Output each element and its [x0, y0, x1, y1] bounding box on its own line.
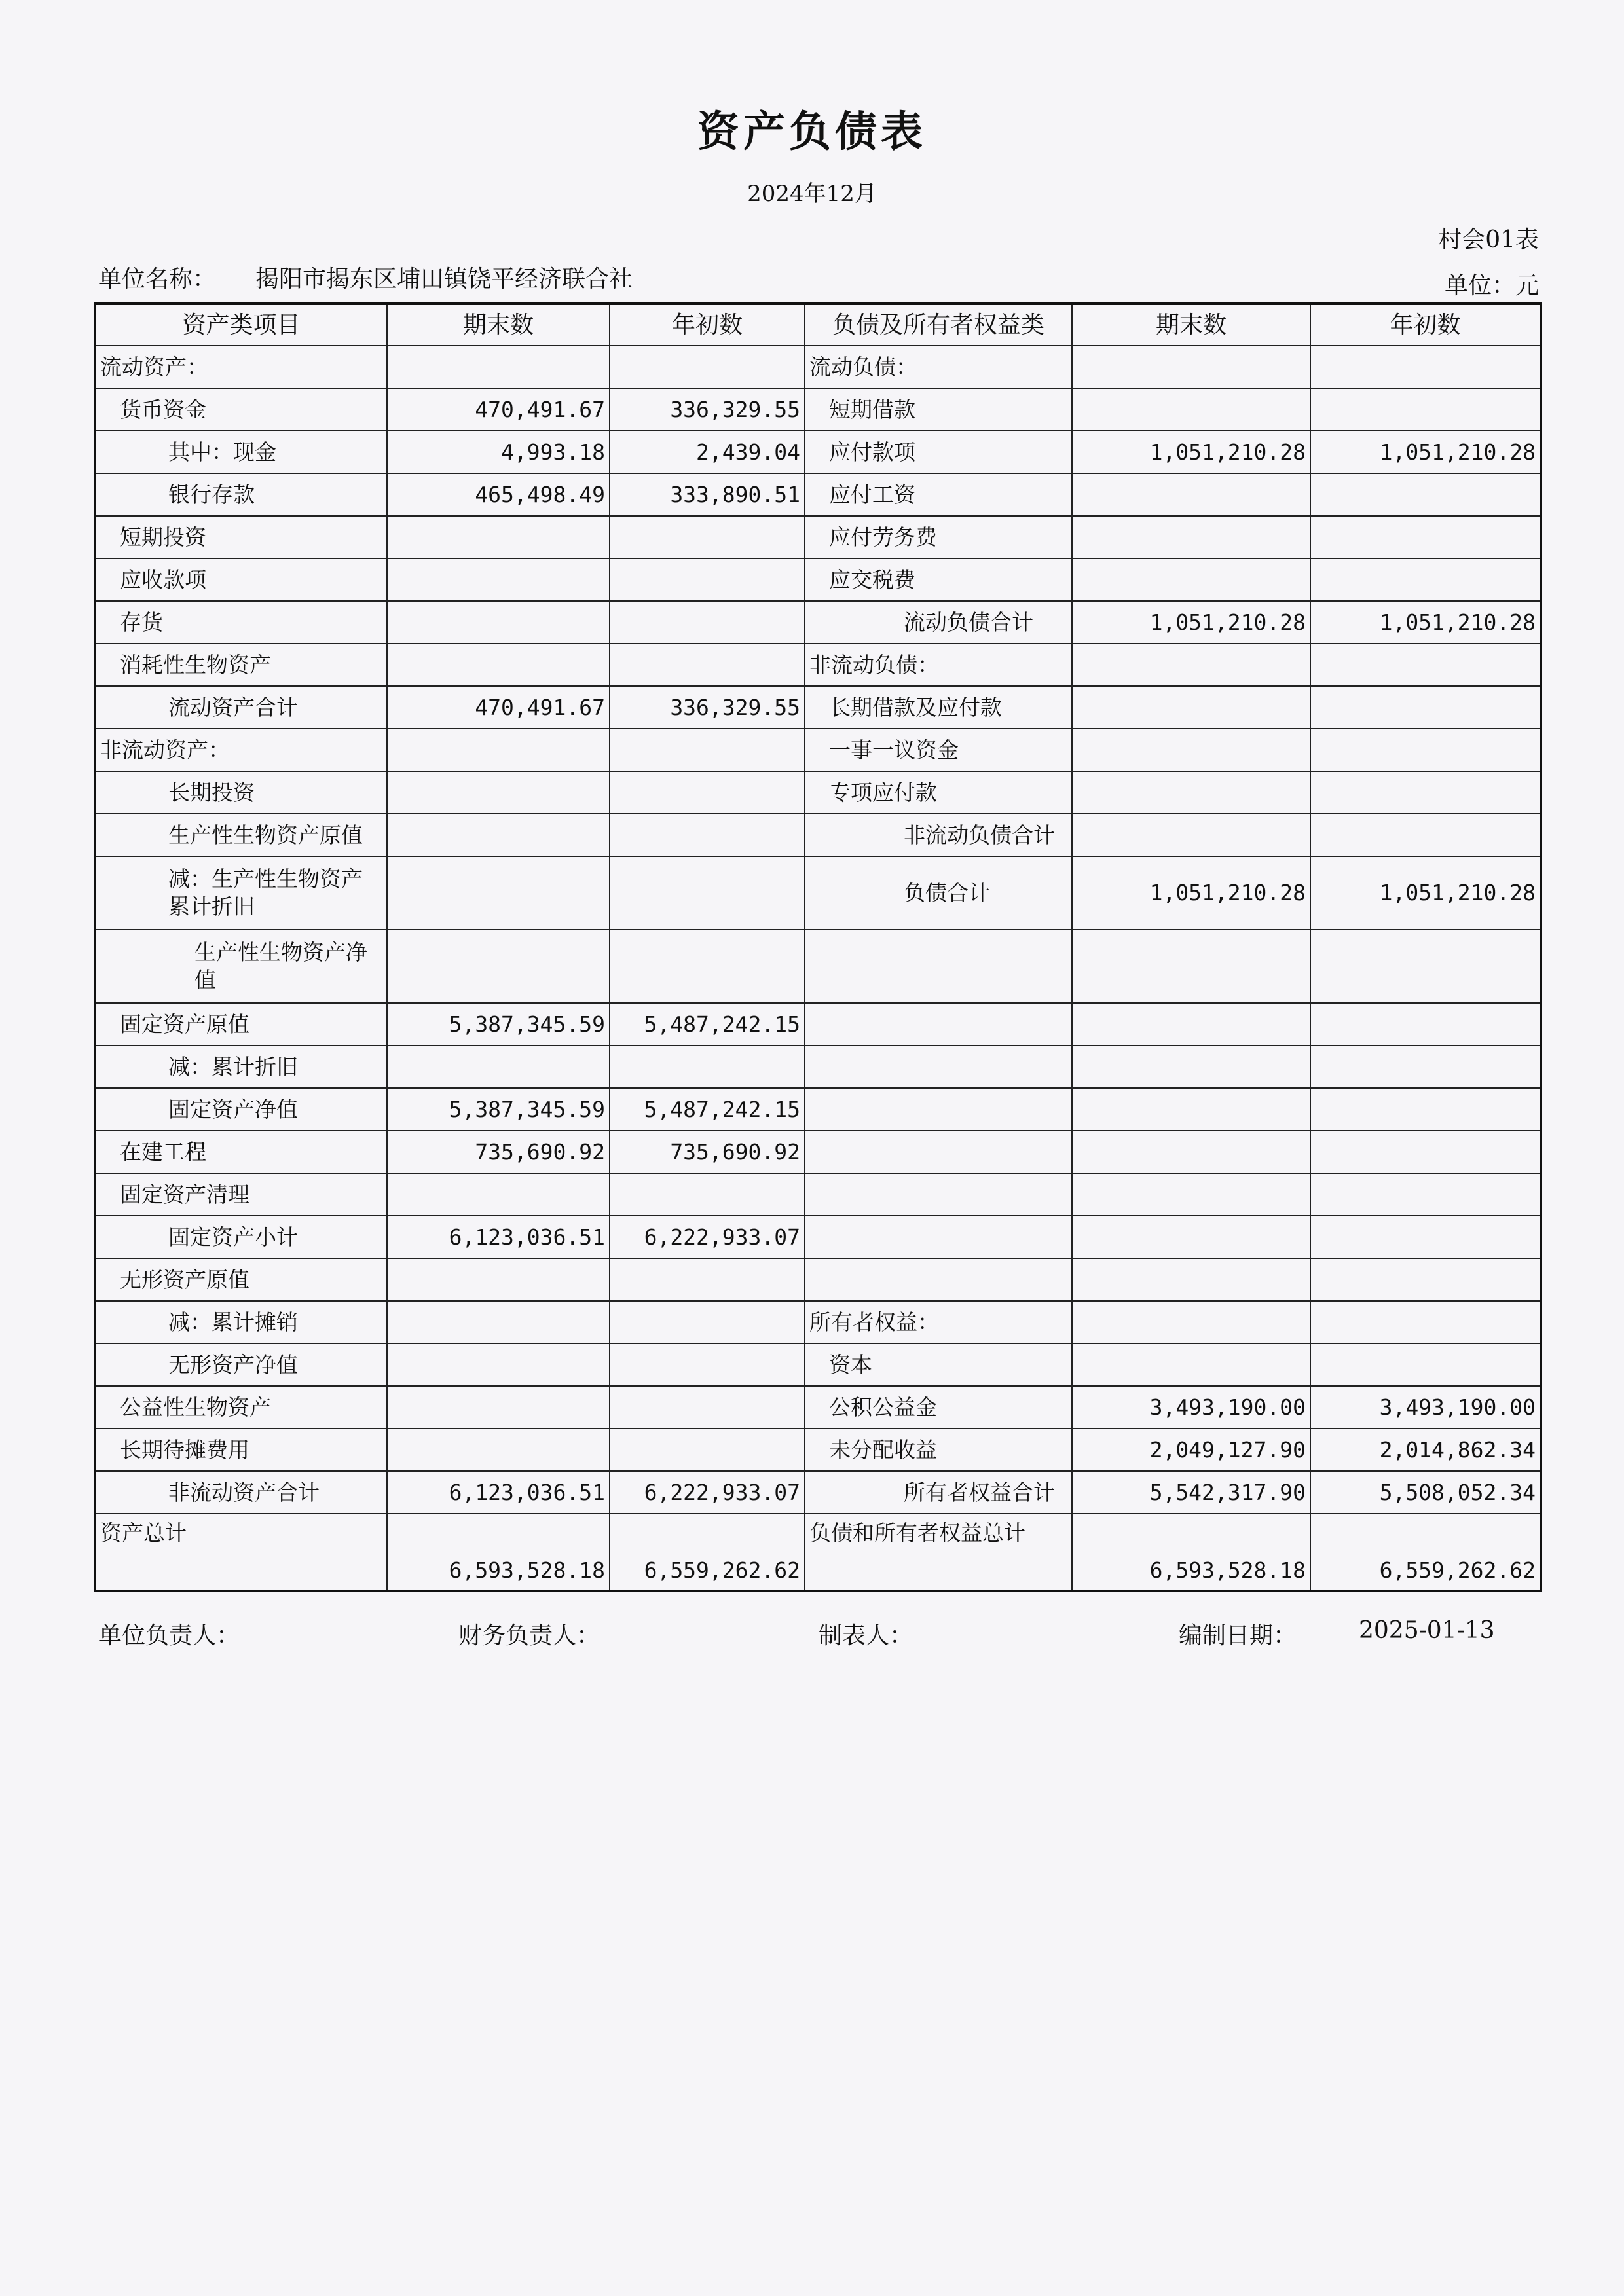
asset-end-value	[387, 601, 610, 644]
header-asset-item: 资产类项目	[95, 304, 387, 346]
liability-end-value	[1072, 930, 1310, 1003]
liability-begin-value	[1310, 346, 1541, 388]
table-row	[95, 930, 1541, 1003]
asset-end-value	[387, 1301, 610, 1343]
liability-end-value: 1,051,210.28	[1072, 431, 1310, 473]
asset-item-cell: 非流动资产：	[95, 729, 387, 771]
currency-unit: 单位：元	[1444, 272, 1539, 299]
asset-end-value	[387, 856, 610, 930]
asset-item-cell: 其中：现金	[95, 431, 387, 473]
asset-begin-value: 5,487,242.15	[610, 1003, 805, 1046]
liability-begin-value: 1,051,210.28	[1310, 431, 1541, 473]
liability-end-value: 1,051,210.28	[1072, 856, 1310, 930]
table-row	[95, 644, 1541, 686]
header-liab-end: 期末数	[1072, 304, 1310, 346]
balance-sheet-table	[94, 302, 1542, 1592]
liability-item-cell	[805, 1003, 1072, 1046]
liability-item-cell: 负债合计	[805, 856, 1072, 930]
asset-end-value	[387, 1343, 610, 1386]
liability-end-value: 5,542,317.90	[1072, 1471, 1310, 1514]
liability-begin-value	[1310, 1301, 1541, 1343]
liability-end-value	[1072, 1343, 1310, 1386]
liability-begin-value	[1310, 1258, 1541, 1301]
asset-end-value	[387, 346, 610, 388]
liability-begin-value	[1310, 1131, 1541, 1173]
asset-begin-value: 5,487,242.15	[610, 1088, 805, 1131]
table-row	[95, 1046, 1541, 1088]
liability-item-cell	[805, 1258, 1072, 1301]
report-period: 2024年12月	[747, 181, 877, 207]
liability-begin-value: 5,508,052.34	[1310, 1471, 1541, 1514]
asset-end-value: 4,993.18	[387, 431, 610, 473]
table-header-row	[95, 304, 1541, 346]
form-number: 村会01表	[1438, 227, 1539, 253]
asset-begin-value	[610, 1301, 805, 1343]
asset-end-value	[387, 771, 610, 814]
table-row	[95, 601, 1541, 644]
asset-end-value	[387, 644, 610, 686]
liability-begin-value	[1310, 1003, 1541, 1046]
liability-begin-value	[1310, 1343, 1541, 1386]
asset-item-cell: 资产总计	[95, 1514, 387, 1591]
asset-item-cell: 生产性生物资产原值	[95, 814, 387, 856]
liability-begin-value: 1,051,210.28	[1310, 601, 1541, 644]
liability-end-value: 3,493,190.00	[1072, 1386, 1310, 1429]
liability-begin-value	[1310, 729, 1541, 771]
liability-begin-value	[1310, 516, 1541, 558]
asset-begin-value	[610, 771, 805, 814]
liability-item-cell	[805, 1216, 1072, 1258]
liability-item-cell: 短期借款	[805, 388, 1072, 431]
table-row	[95, 473, 1541, 516]
liability-item-cell: 公积公益金	[805, 1386, 1072, 1429]
asset-begin-value	[610, 1046, 805, 1088]
liability-item-cell: 非流动负债合计	[805, 814, 1072, 856]
liability-end-value	[1072, 1173, 1310, 1216]
asset-item-cell: 流动资产合计	[95, 686, 387, 729]
table-row	[95, 1131, 1541, 1173]
asset-end-value	[387, 1429, 610, 1471]
liability-item-cell	[805, 930, 1072, 1003]
table-row	[95, 1301, 1541, 1343]
liability-item-cell: 非流动负债：	[805, 644, 1072, 686]
asset-item-cell: 短期投资	[95, 516, 387, 558]
liability-item-cell: 应付款项	[805, 431, 1072, 473]
asset-item-cell: 长期待摊费用	[95, 1429, 387, 1471]
liability-item-cell: 应付工资	[805, 473, 1072, 516]
asset-begin-value	[610, 644, 805, 686]
liability-end-value	[1072, 473, 1310, 516]
asset-begin-value	[610, 930, 805, 1003]
asset-end-value	[387, 1258, 610, 1301]
asset-begin-value: 6,559,262.62	[610, 1514, 805, 1591]
liability-item-cell: 所有者权益合计	[805, 1471, 1072, 1514]
asset-begin-value	[610, 1173, 805, 1216]
asset-begin-value	[610, 814, 805, 856]
header-asset-end: 期末数	[387, 304, 610, 346]
liability-begin-value	[1310, 1088, 1541, 1131]
asset-begin-value	[610, 856, 805, 930]
liability-end-value	[1072, 1258, 1310, 1301]
liability-end-value	[1072, 1301, 1310, 1343]
liability-item-cell: 应交税费	[805, 558, 1072, 601]
finance-head-label: 财务负责人：	[458, 1622, 600, 1649]
liability-end-value	[1072, 1216, 1310, 1258]
asset-item-cell: 固定资产净值	[95, 1088, 387, 1131]
liability-item-cell: 一事一议资金	[805, 729, 1072, 771]
liability-end-value	[1072, 1088, 1310, 1131]
asset-end-value	[387, 1173, 610, 1216]
liability-item-cell: 专项应付款	[805, 771, 1072, 814]
asset-end-value: 735,690.92	[387, 1131, 610, 1173]
liability-item-cell: 流动负债：	[805, 346, 1072, 388]
table-row	[95, 346, 1541, 388]
asset-begin-value	[610, 1429, 805, 1471]
liability-begin-value	[1310, 388, 1541, 431]
asset-end-value	[387, 729, 610, 771]
unit-name-label: 单位名称：	[98, 266, 217, 293]
unit-head-label: 单位负责人：	[98, 1622, 240, 1649]
asset-begin-value	[610, 1343, 805, 1386]
asset-begin-value	[610, 729, 805, 771]
table-row	[95, 1471, 1541, 1514]
asset-end-value	[387, 930, 610, 1003]
liability-item-cell: 所有者权益：	[805, 1301, 1072, 1343]
table-row	[95, 1514, 1541, 1591]
table-row	[95, 814, 1541, 856]
liability-begin-value	[1310, 473, 1541, 516]
asset-begin-value: 735,690.92	[610, 1131, 805, 1173]
table-row	[95, 431, 1541, 473]
preparer-label: 制表人：	[819, 1622, 913, 1649]
table-row	[95, 1173, 1541, 1216]
liability-item-cell: 应付劳务费	[805, 516, 1072, 558]
asset-begin-value: 336,329.55	[610, 388, 805, 431]
liability-end-value	[1072, 1131, 1310, 1173]
asset-begin-value: 2,439.04	[610, 431, 805, 473]
liability-end-value	[1072, 729, 1310, 771]
liability-item-cell: 负债和所有者权益总计	[805, 1514, 1072, 1591]
asset-end-value: 6,123,036.51	[387, 1471, 610, 1514]
asset-item-cell: 银行存款	[95, 473, 387, 516]
table-row	[95, 516, 1541, 558]
liability-begin-value: 2,014,862.34	[1310, 1429, 1541, 1471]
liability-end-value	[1072, 771, 1310, 814]
asset-end-value: 5,387,345.59	[387, 1003, 610, 1046]
liability-end-value	[1072, 346, 1310, 388]
asset-begin-value	[610, 346, 805, 388]
liability-end-value	[1072, 388, 1310, 431]
asset-end-value	[387, 558, 610, 601]
asset-item-cell: 长期投资	[95, 771, 387, 814]
asset-begin-value: 333,890.51	[610, 473, 805, 516]
asset-item-cell: 应收款项	[95, 558, 387, 601]
liability-item-cell	[805, 1088, 1072, 1131]
asset-end-value	[387, 1046, 610, 1088]
liability-item-cell	[805, 1046, 1072, 1088]
asset-end-value	[387, 814, 610, 856]
header-liab-item: 负债及所有者权益类	[805, 304, 1072, 346]
liability-begin-value	[1310, 1173, 1541, 1216]
asset-end-value: 6,123,036.51	[387, 1216, 610, 1258]
liability-begin-value	[1310, 644, 1541, 686]
table-row	[95, 558, 1541, 601]
liability-end-value: 6,593,528.18	[1072, 1514, 1310, 1591]
table-row	[95, 1343, 1541, 1386]
unit-name: 揭阳市揭东区埔田镇饶平经济联合社	[255, 266, 633, 293]
liability-end-value	[1072, 814, 1310, 856]
liability-end-value	[1072, 558, 1310, 601]
table-row	[95, 856, 1541, 930]
liability-item-cell: 未分配收益	[805, 1429, 1072, 1471]
asset-begin-value: 6,222,933.07	[610, 1216, 805, 1258]
asset-item-cell: 流动资产：	[95, 346, 387, 388]
header-liab-begin: 年初数	[1310, 304, 1541, 346]
table-row	[95, 1003, 1541, 1046]
liability-begin-value	[1310, 686, 1541, 729]
liability-begin-value	[1310, 771, 1541, 814]
asset-item-cell: 在建工程	[95, 1131, 387, 1173]
asset-begin-value	[610, 558, 805, 601]
table-row	[95, 1258, 1541, 1301]
asset-item-cell: 固定资产小计	[95, 1216, 387, 1258]
liability-begin-value: 6,559,262.62	[1310, 1514, 1541, 1591]
liability-item-cell: 长期借款及应付款	[805, 686, 1072, 729]
asset-item-cell: 固定资产清理	[95, 1173, 387, 1216]
header-asset-begin: 年初数	[610, 304, 805, 346]
liability-begin-value	[1310, 558, 1541, 601]
asset-item-cell: 非流动资产合计	[95, 1471, 387, 1514]
asset-item-cell: 消耗性生物资产	[95, 644, 387, 686]
asset-item-cell: 存货	[95, 601, 387, 644]
asset-item-cell: 减：生产性生物资产累计折旧	[95, 856, 387, 930]
liability-end-value	[1072, 644, 1310, 686]
table-row	[95, 771, 1541, 814]
asset-item-cell: 减：累计摊销	[95, 1301, 387, 1343]
asset-item-cell: 无形资产原值	[95, 1258, 387, 1301]
liability-begin-value	[1310, 814, 1541, 856]
date-value: 2025-01-13	[1359, 1617, 1495, 1644]
asset-item-cell: 减：累计折旧	[95, 1046, 387, 1088]
table-row	[95, 686, 1541, 729]
asset-begin-value	[610, 516, 805, 558]
liability-item-cell: 资本	[805, 1343, 1072, 1386]
liability-begin-value	[1310, 1046, 1541, 1088]
asset-item-cell: 公益性生物资产	[95, 1386, 387, 1429]
table-row	[95, 1088, 1541, 1131]
date-label: 编制日期：	[1179, 1622, 1297, 1649]
document-title: 资产负债表	[697, 107, 927, 156]
asset-begin-value: 336,329.55	[610, 686, 805, 729]
liability-end-value: 1,051,210.28	[1072, 601, 1310, 644]
liability-end-value: 2,049,127.90	[1072, 1429, 1310, 1471]
table-row	[95, 388, 1541, 431]
liability-begin-value: 1,051,210.28	[1310, 856, 1541, 930]
table-row	[95, 1429, 1541, 1471]
liability-end-value	[1072, 1046, 1310, 1088]
liability-item-cell	[805, 1131, 1072, 1173]
asset-end-value: 6,593,528.18	[387, 1514, 610, 1591]
liability-item-cell: 流动负债合计	[805, 601, 1072, 644]
asset-item-cell: 生产性生物资产净值	[95, 930, 387, 1003]
liability-end-value	[1072, 686, 1310, 729]
liability-end-value	[1072, 516, 1310, 558]
liability-item-cell	[805, 1173, 1072, 1216]
asset-end-value: 470,491.67	[387, 686, 610, 729]
asset-end-value	[387, 1386, 610, 1429]
asset-begin-value: 6,222,933.07	[610, 1471, 805, 1514]
asset-item-cell: 货币资金	[95, 388, 387, 431]
asset-end-value: 465,498.49	[387, 473, 610, 516]
asset-begin-value	[610, 1386, 805, 1429]
asset-end-value	[387, 516, 610, 558]
asset-item-cell: 无形资产净值	[95, 1343, 387, 1386]
table-row	[95, 729, 1541, 771]
asset-begin-value	[610, 601, 805, 644]
table-row	[95, 1216, 1541, 1258]
asset-begin-value	[610, 1258, 805, 1301]
liability-begin-value	[1310, 1216, 1541, 1258]
liability-end-value	[1072, 1003, 1310, 1046]
table-row	[95, 1386, 1541, 1429]
asset-item-cell: 固定资产原值	[95, 1003, 387, 1046]
liability-begin-value: 3,493,190.00	[1310, 1386, 1541, 1429]
asset-end-value: 470,491.67	[387, 388, 610, 431]
asset-end-value: 5,387,345.59	[387, 1088, 610, 1131]
liability-begin-value	[1310, 930, 1541, 1003]
